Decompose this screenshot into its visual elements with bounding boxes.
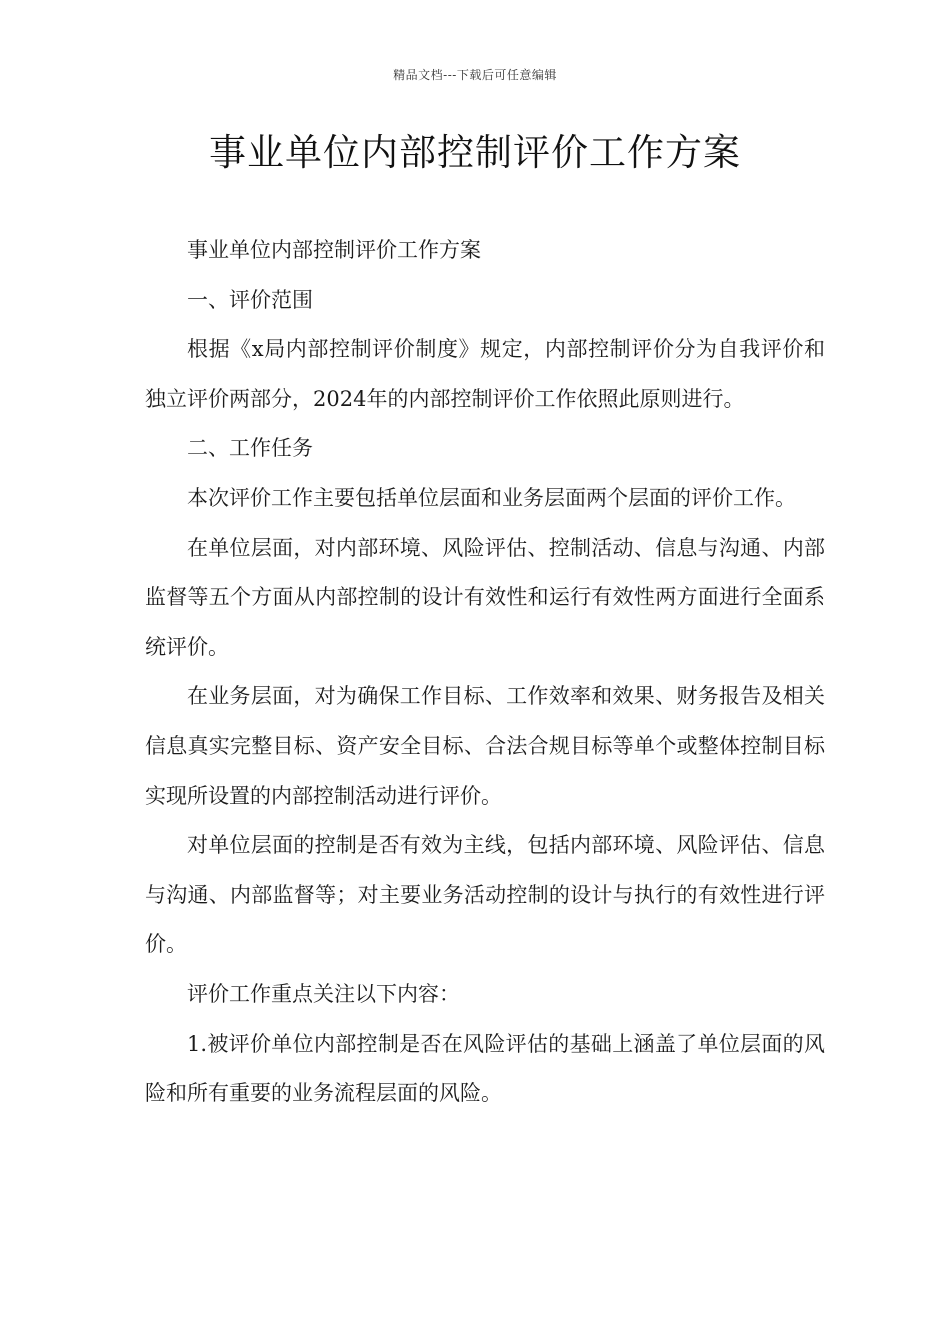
paragraph-main-line: 对单位层面的控制是否有效为主线，包括内部环境、风险评估、信息与沟通、内部监督等；对主要业务活动控制的设计与执行的有效性进行评价。 — [145, 833, 825, 957]
paragraph-subtitle: 事业单位内部控制评价工作方案 — [187, 238, 481, 262]
list-item-1: 1.被评价单位内部控制是否在风险评估的基础上涵盖了单位层面的风险和所有重要的业务流程层面的风险。 — [145, 1031, 825, 1106]
paragraph-focus-intro: 评价工作重点关注以下内容： — [187, 981, 460, 1006]
document-body — [145, 226, 825, 1119]
paragraph-business-level: 在业务层面，对为确保工作目标、工作效率和效果、财务报告及相关信息真实完整目标、资产安全目标、合法合规目标等单个或整体控制目标实现所设置的内部控制活动进行评价。 — [145, 684, 825, 808]
section-heading-scope: 一、评价范围 — [187, 287, 313, 312]
section-heading-tasks: 二、工作任务 — [187, 436, 313, 461]
paragraph-unit-level: 在单位层面，对内部环境、风险评估、控制活动、信息与沟通、内部监督等五个方面从内部控制的设计有效性和运行有效性两方面进行全面系统评价。 — [145, 535, 825, 659]
header-note: 精品文档---下载后可任意编辑 — [393, 68, 557, 82]
paragraph-tasks-overview: 本次评价工作主要包括单位层面和业务层面两个层面的评价工作。 — [187, 485, 796, 510]
document-title: 事业单位内部控制评价工作方案 — [209, 131, 741, 174]
paragraph-scope: 根据《x局内部控制评价制度》规定，内部控制评价分为自我评价和独立评价两部分，2024年的内部控制评价工作依照此原则进行。 — [145, 337, 825, 411]
